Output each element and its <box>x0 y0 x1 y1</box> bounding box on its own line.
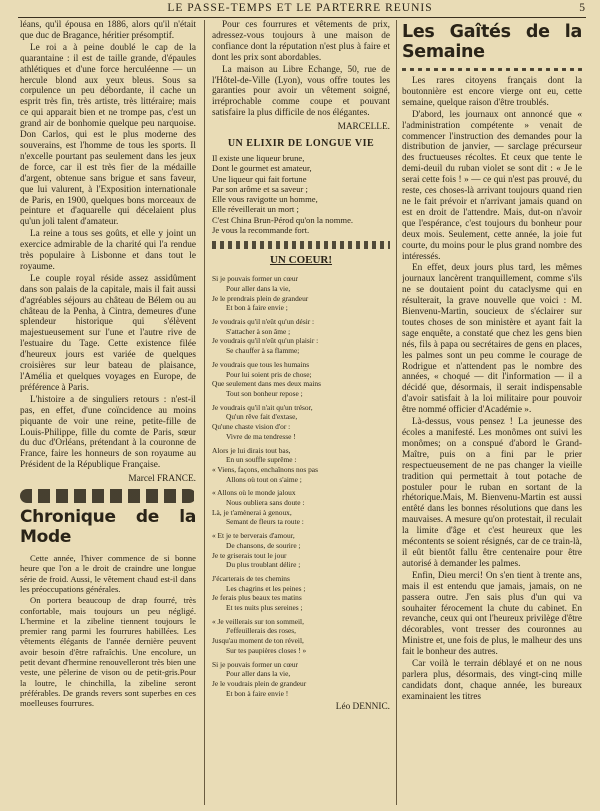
poem-line: Que seulement dans mes deux mains <box>212 379 321 389</box>
poem-line: Je voudrais qu'il n'ait qu'un trésor, <box>212 402 313 412</box>
paragraph: Enfin, Dieu merci! On s'en tient à trente ans, mais il est entendu que jamais, jamais, on ne passera outre. J'en sais plus d'un qui va souhaiter férocement la chute du cabinet. En revanche, ceux qui ont l'heureux privilège d'être décorables, vont tresser des couronnes au Ministre et, une fois de plus, le malheur des uns fait le bonheur des autres. <box>402 570 582 658</box>
poem-line: Se chauffer à sa flamme; <box>226 346 300 356</box>
paragraph: Car voilà le terrain déblayé et on ne nous parlera plus, désormais, des vingt-cinq mille candidats dont, chaque année, les bureaux examinaient les titres <box>402 659 582 702</box>
poem-line: Pour aller dans la vie, <box>226 283 291 293</box>
poem-line: Qu'un rêve fait d'extase, <box>226 412 298 422</box>
poem-line: Pour aller dans la vie, <box>226 669 291 679</box>
poem-line: « Je veillerais sur ton sommeil, <box>212 616 304 626</box>
paragraph: Les rares citoyens français dont la boutonnière est encore vierge ont eu, cette semaine, quelque raison d'être troublés. <box>402 76 582 108</box>
poem-line: Qu'une chaste vision d'or : <box>212 422 291 432</box>
poem-line: En un souffle suprême : <box>226 455 297 465</box>
poem-line: Je le prendrais plein de grandeur <box>212 293 309 303</box>
poem-line: Je vous la recommande fort. <box>212 225 310 236</box>
poem-line: Par son arôme et sa saveur ; <box>212 183 308 194</box>
poem-stanza <box>212 574 390 613</box>
poem-line: « Et je te berverais d'amour, <box>212 531 295 541</box>
poem-title: UN COEUR! <box>269 254 333 267</box>
poem-line: Là, je t'amènerai à genoux, <box>212 507 292 517</box>
poem-line: Une liqueur qui fait fortune <box>212 173 307 184</box>
poem-line: Je voudrais que tous les humains <box>212 359 310 369</box>
poem-line: C'est China Brun-Pérod qu'on la nomme. <box>212 214 354 225</box>
poem-line: Je te griserais tout le jour <box>212 550 287 560</box>
ornament-divider <box>402 68 582 71</box>
poem-stanza <box>212 274 390 313</box>
column-2 <box>212 20 390 717</box>
poem-stanza <box>212 617 390 656</box>
poem-stanza <box>212 488 390 527</box>
column-divider <box>396 20 397 805</box>
poem-line: Je voudrais qu'il n'eût qu'un plaisir : <box>212 336 319 346</box>
poem-line: « Viens, façons, enchaînons nos pas <box>212 464 318 474</box>
paragraph: En effet, deux jours plus tard, les mêmes journaux lancèrent tranquillement, comme s'ils ne se doutaient point du cataclysme qui en résulterait, la grave nouvelle que voici : M. Bienvenu-Martin, soucieux de s'éclairer sur toutes choses de son ministère et ayant fait la sage enquête, a constaté que chez les gens bien nés, fils à papa ou secrétaires de gens en places, les palmes sont un peu comme le courage de Rodrigue et n'attendent pas le nombre des années, « choqué — dit l'information — il a décidé que, désormais, il serait indispensable d'avoir satisfait à la loi militaire pour pouvoir être nommé officier d'Académie ». <box>402 263 582 416</box>
paragraph: D'abord, les journaux ont annoncé que « l'administration compétente » venait de commencer l'instruction des demandes pour la distribution de janvier, — sarclage précurseur des fructueuses récoltes. Et ceux que tente le demi-deuil du ruban violet se sont dit : « Je le serai cette fois ! » — ce qui n'est pas prouvé, du reste, ces choses-là arrivant toujours quand rien ne le fait prévoir et n'arrivant jamais quand on est en droit de l'attendre. Mais, dut-on n'avoir que l'espérance, c'est toujours du bonheur pour deux mois. Seulement, cette année, la joie fut courte, du moins pour le plus grand nombre des intéressés. <box>402 109 582 262</box>
poem-line: Semant de fleurs ta route : <box>226 517 304 527</box>
paragraph: La reine a tous ses goûts, et elle y joint un exercice admirable de la charité qui l'a rendue très populaire à Lisbonne et dans tout le royaume. <box>20 229 196 272</box>
poem-stanza <box>212 446 390 485</box>
poem-line: Je voudrais qu'il n'eût qu'un désir : <box>212 317 315 327</box>
poem-line: Je le voudrais plein de grandeur <box>212 678 307 688</box>
running-head <box>0 2 600 14</box>
coeur-poem <box>212 274 390 698</box>
article-signature: MARCELLE. <box>337 122 390 133</box>
elixir-poem <box>212 153 390 235</box>
column-divider <box>204 20 205 805</box>
poem-line: Allons où tout on s'aime ; <box>226 474 302 484</box>
mode-section <box>20 553 196 708</box>
swan-ornament-divider <box>20 489 196 503</box>
poem-line: « Allons où le monde jaloux <box>212 488 296 498</box>
poem-line: Nous oubliera sans doute : <box>226 498 305 508</box>
paragraph: La maison au Libre Echange, 50, rue de l'Hôtel-de-Ville (Lyon), vous offre toutes les garanties pour avoir un vêtement soigné, irréprochable comme coupe et pouvant satisfaire la plus difficile de nos élégantes. <box>212 64 390 119</box>
poem-line: Du plus troublant délire ; <box>226 560 301 570</box>
poem-stanza <box>212 317 390 356</box>
paragraph: Le roi a à peine doublé le cap de la quarantaine : il est de taille grande, d'épaules athlétiques et d'une force herculéenne — un hercule blond aux yeux bleus. Sous sa corpulence un peu débordante, il cache un esprit très fin, très artiste, très littéraire; mais ce qui apparait bien et ne trompe pas, c'est un grand air de bonhomie quelque peu narquoise. Don Carlos, qui est le plus moderne des souverains, est l'homme de tous les sports. Il n'excelle pourtant pas seulement dans les jeux de force, car il est très fier de la médaille d'argent, obtenue sans brigue et sans faveur, que lui valurent, à l'Exposition internationale de Paris, en 1900, quelques bons morceaux de peinture et d'aquarelle qui décelaient plus qu'un joli talent d'amateur. <box>20 42 196 228</box>
poem-line: Tout son bonheur repose ; <box>226 388 303 398</box>
poem-line: J'effeuillerais des roses, <box>226 626 296 636</box>
paragraph: On portera beaucoup de drap fourré, très confortable, mais toujours un peu négligé. L'hermine et la zibeline tiennent toujours le premier rang parmi les fourrures habillées. Les vêtements élégants de l'année dernière peuvent avoir besoin d'être rafraîchis. Une encolure, un petit devant d'hermine renouvelleront très bien une veste, une pèlerine de vison ou de petit-gris.Pour la loutre, le chinchilla, la zibeline seront préférables. De grands revers sont superbes en ces moelleuses fourrures. <box>20 595 196 709</box>
poem-line: S'attacher à son âme ; <box>226 326 291 336</box>
column-1 <box>20 20 196 710</box>
elixir-title: UN ELIXIR DE LONGUE VIE <box>227 138 375 150</box>
paragraph: Le couple royal réside assez assidûment dans son palais de la capitale, mais il fait aussi d'agréables séjours au château de Bélem ou au château de la Penha, à Cintra, demeures d'une splendeur historique qui s'élèvent majestueusement sur l'une et l'autre rive de l'estuaire du Tage. Cette existence filée d'heureux jours est variée de quelques croisières sur leur bateau de plaisance, l'Amélia et quelques voyages en Europe, de préférence à Paris. <box>20 273 196 393</box>
article-signature: Marcel FRANCE. <box>128 474 196 485</box>
poem-line: Si je pouvais former un cœur <box>212 659 298 669</box>
poem-line: Et bon à faire envie ; <box>226 303 288 313</box>
poem-line: Pour lui soient pris de chose; <box>226 369 312 379</box>
poem-line: De chansons, de sourire ; <box>226 540 301 550</box>
poem-line: Il existe une liqueur brune, <box>212 152 305 163</box>
poem-line: Elle réveillerait un mort ; <box>212 204 299 215</box>
paragraph: Là-dessus, vous pensez ! La jeunesse des écoles a manifesté. Les monômes ont suivi les monômes; on a conspué d'abord le Grand-Maître, puis on a fini par le prier respectueusement de ne pas changer la vieille tradition qui permettait à tout potache de postuler pour le ruban en sortant de la rhétorique.Mais, M. Bienvenu-Martin est aussi entêté dans les bonnes résolutions que dans les mauvaises. A mesure qu'on protestait, il reculait la limite d'âge et c'est heureux que les mécontents se soient résignés, car de ce train-là, il eût bientôt fallu être centenaire pour être autorisé à demander les palmes. <box>402 417 582 569</box>
poem-stanza <box>212 531 390 570</box>
poem-stanza <box>212 403 390 442</box>
poem-line: Les chagrins et les peines ; <box>226 583 306 593</box>
poem-line: Et bon à faire envie ! <box>226 688 289 698</box>
poem-line: J'écarterais de tes chemins <box>212 573 290 583</box>
journal-title: LE PASSE-TEMPS ET LE PARTERRE REUNIS <box>167 2 433 14</box>
poem-stanza <box>212 660 390 699</box>
section-title-gaites: Les Gaîtés de la Semaine <box>402 22 582 62</box>
paragraph: léans, qu'il épousa en 1886, alors qu'il n'était que duc de Bragance, héritier présomptif. <box>20 20 196 41</box>
paragraph: Cette année, l'hiver commence de si bonne heure que l'on a le droit de craindre une longue série de froid. Aussi, le vêtement chaud est-il dans les préoccupations générales. <box>20 553 196 594</box>
poem-line: Et tes nuits plus sereines ; <box>226 603 303 613</box>
section-title-mode: Chronique de la Mode <box>20 507 196 548</box>
ornament-divider <box>212 241 390 249</box>
poem-line: Sur tes paupières closes ! » <box>226 645 307 655</box>
poem-line: Vivre de ma tendresse ! <box>226 431 296 441</box>
poem-line: Elle vous ravigotte un homme, <box>212 194 318 205</box>
header-rule <box>18 17 586 18</box>
paragraph: L'histoire a de singuliers retours : n'est-il pas, en effet, d'une coïncidence au moins piquante de voir une reine, petite-fille de Louis-Philippe, fille du comte de Paris, sœur du duc d'Orléans, prétendant à la couronne de France, faire les honneurs de son royaume au Président de la République Française. <box>20 394 196 471</box>
poem-line: Je ferais plus beaux tes matins <box>212 593 302 603</box>
poem-line: Si je pouvais former un cœur <box>212 274 298 284</box>
poem-signature: Léo DENNIC. <box>335 702 390 713</box>
page-number: 5 <box>579 2 586 14</box>
poem-stanza <box>212 360 390 399</box>
poem-line: Alors je lui dirais tout bas, <box>212 445 291 455</box>
paragraph: Pour ces fourrures et vêtements de prix, adressez-vous toujours à une maison de confiance dont la réputation n'est plus à faire et dont les prix sont abordables. <box>212 20 390 63</box>
poem-line: Jusqu'au moment de ton réveil, <box>212 636 304 646</box>
column-3 <box>402 20 582 704</box>
poem-line: Dont le gourmet est amateur, <box>212 163 312 174</box>
